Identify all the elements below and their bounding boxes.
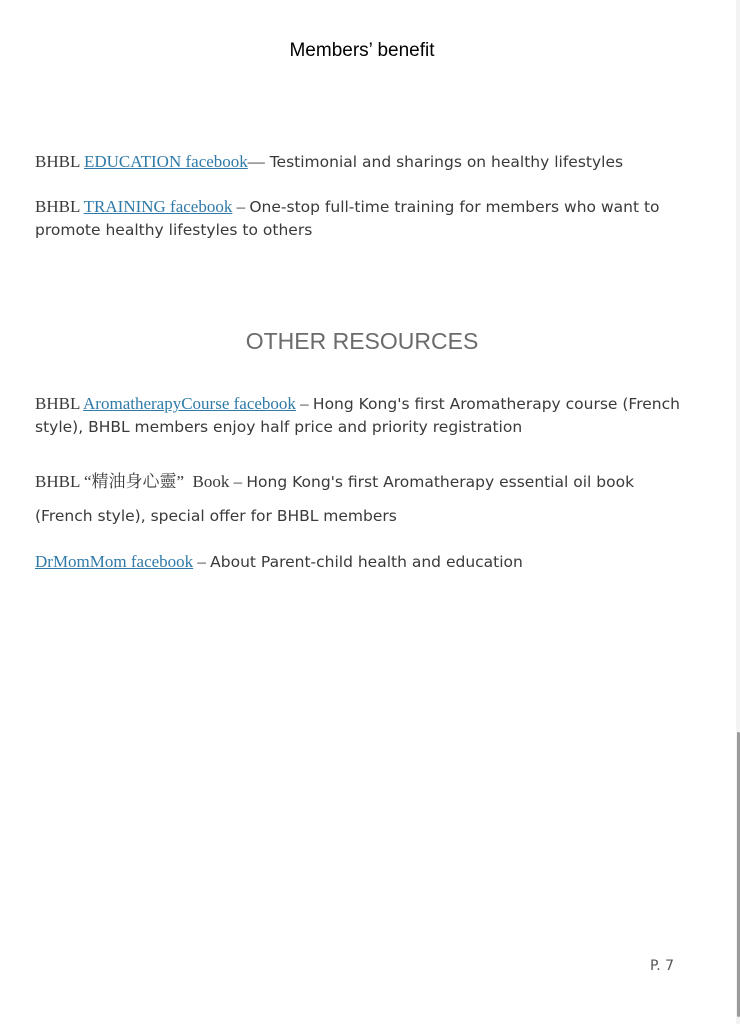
drmom-description: About Parent-child health and education [210,553,523,571]
book-separator: – [229,472,247,491]
aroma-course-separator: – [295,394,313,413]
aroma-course-prefix: BHBL [35,394,84,413]
aromatherapy-course-facebook-link[interactable]: AromatherapyCourse facebook [83,394,296,413]
education-separator: — [247,152,265,171]
education-description: Testimonial and sharings on healthy lifestyles [264,153,624,171]
education-prefix: BHBL [35,152,84,171]
aromatherapy-course-entry [35,392,695,439]
drmommom-entry [35,550,695,574]
training-prefix: BHBL [35,197,84,216]
book-entry-line-2 [35,505,695,528]
book-prefix: BHBL “精油身心靈” Book [35,472,230,491]
aroma-course-description: Hong Kong's first Aromatherapy course (French style), BHBL members enjoy half price and priority registration [35,395,680,436]
other-resources-heading: OTHER RESOURCES [245,328,479,354]
book-description-line-2: (French style), special offer for BHBL members [35,507,397,525]
training-facebook-entry [35,195,695,242]
drmommom-facebook-link[interactable]: DrMomMom facebook [35,552,194,571]
training-description: One-stop full-time training for members who want to promote healthy lifestyles to others [35,198,660,239]
education-facebook-link[interactable]: EDUCATION facebook [83,152,248,171]
page-number: P. 7 [650,958,675,974]
drmom-separator: – [193,552,211,571]
education-facebook-entry [35,150,695,174]
book-description-line-1: Hong Kong's first Aromatherapy essential oil book [246,473,635,491]
page-title: Members’ benefit [289,40,435,61]
book-entry-line-1 [35,470,695,494]
training-separator: – [232,197,250,216]
training-facebook-link[interactable]: TRAINING facebook [83,197,233,216]
